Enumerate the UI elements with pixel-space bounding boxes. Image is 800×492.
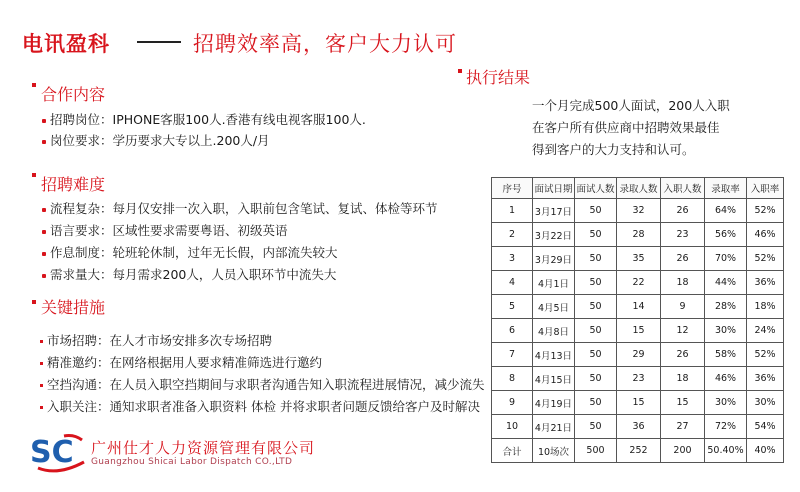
table-cell: 50: [575, 343, 617, 367]
item-label: 语言要求：: [50, 223, 113, 238]
table-cell: 36%: [747, 271, 784, 295]
bullet-icon: [42, 274, 46, 278]
table-cell: 252: [617, 439, 661, 463]
section-title-difficulty: 招聘难度: [41, 175, 106, 194]
table-cell: 3月22日: [533, 223, 575, 247]
section-title-cooperation: 合作内容: [41, 85, 106, 104]
section-title-results: 执行结果: [466, 68, 531, 87]
section-title-measures: 关键措施: [41, 298, 106, 317]
table-cell: 50: [575, 319, 617, 343]
table-header-cell: 序号: [492, 178, 533, 199]
item-label: 流程复杂：: [50, 201, 113, 216]
table-cell: 3: [492, 247, 533, 271]
table-cell: 15: [617, 391, 661, 415]
item-value: 在人才市场安排多次专场招聘: [109, 333, 273, 348]
table-cell: 8: [492, 367, 533, 391]
item-value: 学历要求大专以上.200人/月: [112, 133, 270, 148]
item-value: 每月仅安排一次入职，入职前包含笔试、复试、体检等环节: [112, 201, 438, 216]
table-header-cell: 录取人数: [617, 178, 661, 199]
cooperation-item: [42, 110, 366, 128]
difficulty-item: [42, 221, 288, 239]
table-cell: 28%: [705, 295, 747, 319]
table-cell: 4月15日: [533, 367, 575, 391]
table-cell: 44%: [705, 271, 747, 295]
footer-company-en: Guangzhou Shicai Labor Dispatch CO.,LTD: [91, 457, 293, 467]
item-label: 空挡沟通：: [47, 377, 110, 392]
difficulty-item: [42, 265, 336, 283]
table-total-row: [492, 439, 784, 463]
table-row: [492, 319, 784, 343]
item-label: 岗位要求：: [50, 133, 113, 148]
table-cell: 52%: [747, 199, 784, 223]
table-header-cell: 入职人数: [661, 178, 705, 199]
bullet-icon: [42, 119, 46, 123]
difficulty-item: [42, 199, 438, 217]
table-cell: 18: [661, 367, 705, 391]
bullet-icon: [42, 140, 46, 144]
table-header-row: [492, 178, 784, 199]
table-cell: 26: [661, 199, 705, 223]
section-marker-icon: [32, 83, 36, 87]
table-cell: 9: [661, 295, 705, 319]
table-cell: 3月29日: [533, 247, 575, 271]
measure-item: [40, 353, 322, 371]
bullet-icon: [40, 340, 43, 343]
results-line: 一个月完成500人面试，200人入职: [532, 98, 730, 113]
bullet-icon: [42, 208, 46, 212]
table-cell: 50: [575, 271, 617, 295]
table-row: [492, 415, 784, 439]
table-cell: 22: [617, 271, 661, 295]
item-label: 作息制度：: [50, 245, 113, 260]
item-value: IPHONE客服100人.香港有线电视客服100人.: [112, 112, 366, 127]
section-marker-icon: [32, 173, 36, 177]
table-cell: 36: [617, 415, 661, 439]
table-cell: 46%: [747, 223, 784, 247]
table-cell: 72%: [705, 415, 747, 439]
measure-item: [40, 375, 485, 393]
table-cell: 50: [575, 295, 617, 319]
table-cell: 35: [617, 247, 661, 271]
table-header-cell: 入职率: [747, 178, 784, 199]
table-cell: 26: [661, 247, 705, 271]
table-row: [492, 247, 784, 271]
table-cell: 64%: [705, 199, 747, 223]
table-cell: 4月5日: [533, 295, 575, 319]
item-value: 在网络根据用人要求精准筛选进行邀约: [109, 355, 323, 370]
bullet-icon: [40, 384, 43, 387]
table-cell: 9: [492, 391, 533, 415]
company-title: 电讯盈科: [22, 32, 110, 56]
table-cell: 26: [661, 343, 705, 367]
table-cell: 52%: [747, 247, 784, 271]
table-cell: 24%: [747, 319, 784, 343]
cooperation-item: [42, 131, 270, 149]
table-cell: 15: [661, 391, 705, 415]
results-line: 在客户所有供应商中招聘效果最佳: [532, 120, 720, 135]
table-cell: 4月1日: [533, 271, 575, 295]
table-cell: 4: [492, 271, 533, 295]
table-row: [492, 343, 784, 367]
company-logo-icon: [28, 432, 88, 474]
table-cell: 500: [575, 439, 617, 463]
bullet-icon: [40, 362, 43, 365]
table-cell: 50: [575, 223, 617, 247]
results-summary: [532, 95, 730, 161]
table-cell: 30%: [705, 319, 747, 343]
item-value: 在人员入职空挡期间与求职者沟通告知入职流程进展情况，减少流失: [109, 377, 485, 392]
title-divider: [137, 41, 181, 43]
item-label: 需求量大：: [50, 267, 113, 282]
item-label: 入职关注：: [47, 399, 110, 414]
table-cell: 200: [661, 439, 705, 463]
item-value: 每月需求200人，人员入职环节中流失大: [112, 267, 337, 282]
table-cell: 32: [617, 199, 661, 223]
section-marker-icon: [32, 300, 36, 304]
table-row: [492, 199, 784, 223]
table-cell: 30%: [747, 391, 784, 415]
table-cell: 52%: [747, 343, 784, 367]
table-cell: 40%: [747, 439, 784, 463]
slogan: 招聘效率高，客户大力认可: [193, 32, 457, 56]
table-cell: 50: [575, 415, 617, 439]
table-cell: 10场次: [533, 439, 575, 463]
table-cell: 70%: [705, 247, 747, 271]
table-cell: 18: [661, 271, 705, 295]
table-cell: 2: [492, 223, 533, 247]
item-value: 轮班轮休制，过年无长假，内部流失较大: [112, 245, 338, 260]
table-cell: 56%: [705, 223, 747, 247]
table-cell: 27: [661, 415, 705, 439]
table-cell: 14: [617, 295, 661, 319]
item-label: 精准邀约：: [47, 355, 110, 370]
table-cell: 7: [492, 343, 533, 367]
results-line: 得到客户的大力支持和认可。: [532, 142, 695, 157]
item-label: 招聘岗位：: [50, 112, 113, 127]
table-row: [492, 295, 784, 319]
table-cell: 23: [661, 223, 705, 247]
table-row: [492, 223, 784, 247]
table-cell: 3月17日: [533, 199, 575, 223]
table-cell: 5: [492, 295, 533, 319]
bullet-icon: [42, 230, 46, 234]
difficulty-item: [42, 243, 338, 261]
table-cell: 1: [492, 199, 533, 223]
table-cell: 18%: [747, 295, 784, 319]
table-row: [492, 271, 784, 295]
table-row: [492, 391, 784, 415]
section-marker-icon: [458, 69, 462, 73]
table-cell: 10: [492, 415, 533, 439]
table-cell: 50: [575, 199, 617, 223]
table-cell: 6: [492, 319, 533, 343]
item-value: 通知求职者准备入职资料 体检 并将求职者问题反馈给客户及时解决: [109, 399, 480, 414]
table-cell: 50: [575, 247, 617, 271]
measure-item: [40, 397, 480, 415]
table-header-cell: 录取率: [705, 178, 747, 199]
table-cell: 50: [575, 391, 617, 415]
item-value: 区域性要求需要粤语、初级英语: [112, 223, 288, 238]
results-table: [491, 177, 784, 463]
table-cell: 30%: [705, 391, 747, 415]
table-cell: 50: [575, 367, 617, 391]
table-header-cell: 面试人数: [575, 178, 617, 199]
item-label: 市场招聘：: [47, 333, 110, 348]
table-cell: 54%: [747, 415, 784, 439]
footer-company-cn: 广州仕才人力资源管理有限公司: [91, 439, 316, 457]
table-cell: 4月13日: [533, 343, 575, 367]
table-cell: 36%: [747, 367, 784, 391]
bullet-icon: [40, 406, 43, 409]
table-cell: 23: [617, 367, 661, 391]
table-cell: 4月19日: [533, 391, 575, 415]
table-cell: 15: [617, 319, 661, 343]
table-cell: 46%: [705, 367, 747, 391]
bullet-icon: [42, 252, 46, 256]
table-row: [492, 367, 784, 391]
logo-text: SC: [30, 435, 74, 470]
table-cell: 合计: [492, 439, 533, 463]
table-cell: 4月8日: [533, 319, 575, 343]
measure-item: [40, 331, 272, 349]
table-cell: 4月21日: [533, 415, 575, 439]
table-cell: 28: [617, 223, 661, 247]
table-cell: 29: [617, 343, 661, 367]
table-cell: 12: [661, 319, 705, 343]
table-cell: 50.40%: [705, 439, 747, 463]
table-cell: 58%: [705, 343, 747, 367]
table-header-cell: 面试日期: [533, 178, 575, 199]
